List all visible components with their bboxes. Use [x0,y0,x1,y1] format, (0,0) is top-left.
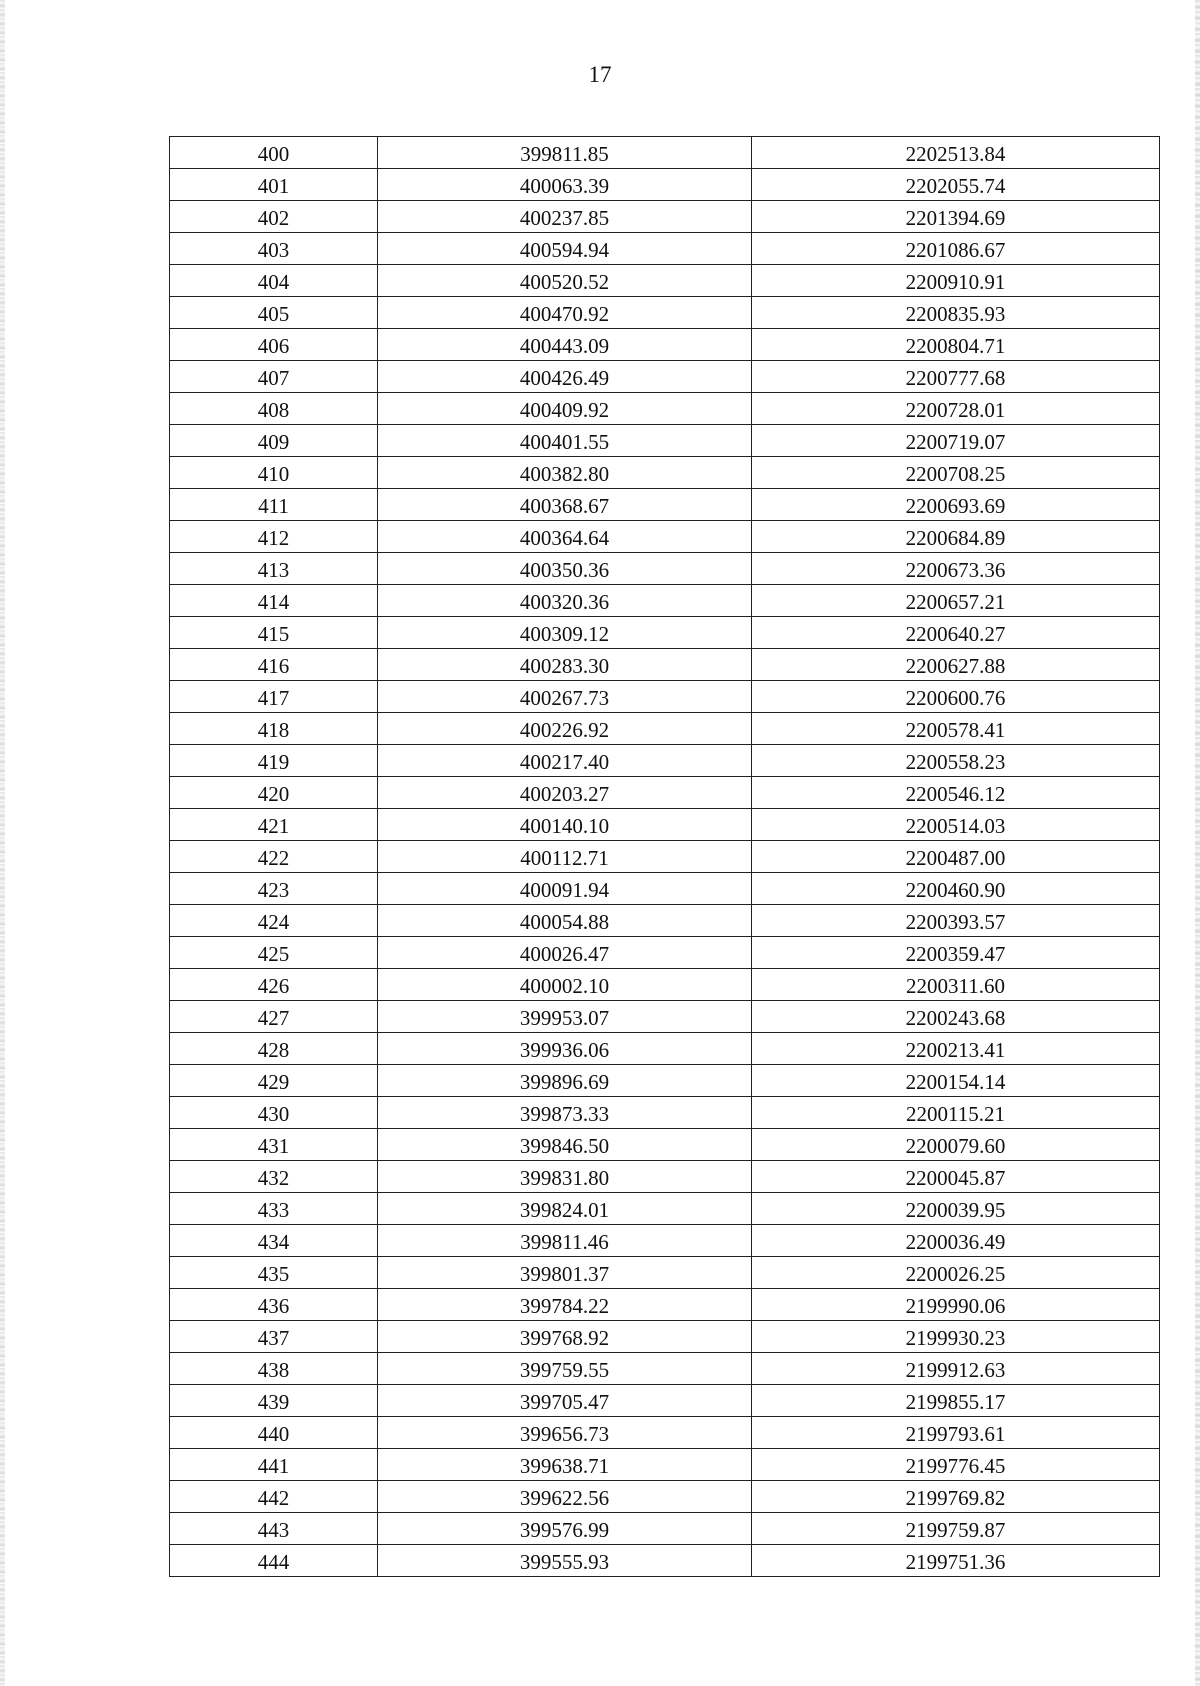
x-coordinate-cell: 400320.36 [378,585,752,617]
point-number-cell: 421 [170,809,378,841]
point-number-cell: 438 [170,1353,378,1385]
coordinate-table [169,136,1160,1577]
x-coordinate-cell: 399811.85 [378,137,752,169]
y-coordinate-cell: 2200213.41 [752,1033,1160,1065]
y-coordinate-cell: 2200243.68 [752,1001,1160,1033]
table-row [170,1225,1160,1257]
table-row [170,457,1160,489]
x-coordinate-cell: 400309.12 [378,617,752,649]
x-coordinate-cell: 400054.88 [378,905,752,937]
point-number-cell: 440 [170,1417,378,1449]
y-coordinate-cell: 2200036.49 [752,1225,1160,1257]
x-coordinate-cell: 400401.55 [378,425,752,457]
table-row [170,1129,1160,1161]
table-row [170,1161,1160,1193]
point-number-cell: 435 [170,1257,378,1289]
table-row [170,713,1160,745]
y-coordinate-cell: 2199793.61 [752,1417,1160,1449]
y-coordinate-cell: 2200460.90 [752,873,1160,905]
point-number-cell: 443 [170,1513,378,1545]
table-row [170,1385,1160,1417]
point-number-cell: 409 [170,425,378,457]
x-coordinate-cell: 399811.46 [378,1225,752,1257]
x-coordinate-cell: 400283.30 [378,649,752,681]
table-row [170,617,1160,649]
x-coordinate-cell: 400426.49 [378,361,752,393]
table-row [170,841,1160,873]
point-number-cell: 442 [170,1481,378,1513]
table-row [170,681,1160,713]
y-coordinate-cell: 2200045.87 [752,1161,1160,1193]
point-number-cell: 436 [170,1289,378,1321]
y-coordinate-cell: 2200026.25 [752,1257,1160,1289]
point-number-cell: 429 [170,1065,378,1097]
table-row [170,489,1160,521]
point-number-cell: 406 [170,329,378,361]
table-row [170,137,1160,169]
table-row [170,585,1160,617]
point-number-cell: 424 [170,905,378,937]
x-coordinate-cell: 400026.47 [378,937,752,969]
table-row [170,745,1160,777]
x-coordinate-cell: 399801.37 [378,1257,752,1289]
point-number-cell: 402 [170,201,378,233]
y-coordinate-cell: 2199930.23 [752,1321,1160,1353]
x-coordinate-cell: 399873.33 [378,1097,752,1129]
table-row [170,1289,1160,1321]
table-row [170,1353,1160,1385]
point-number-cell: 400 [170,137,378,169]
x-coordinate-cell: 400002.10 [378,969,752,1001]
x-coordinate-cell: 399953.07 [378,1001,752,1033]
table-row [170,649,1160,681]
table-row [170,361,1160,393]
x-coordinate-cell: 399846.50 [378,1129,752,1161]
x-coordinate-cell: 399555.93 [378,1545,752,1577]
x-coordinate-cell: 400203.27 [378,777,752,809]
y-coordinate-cell: 2201394.69 [752,201,1160,233]
y-coordinate-cell: 2200910.91 [752,265,1160,297]
y-coordinate-cell: 2200804.71 [752,329,1160,361]
table-row [170,1481,1160,1513]
table-row [170,553,1160,585]
y-coordinate-cell: 2200079.60 [752,1129,1160,1161]
point-number-cell: 426 [170,969,378,1001]
x-coordinate-cell: 400470.92 [378,297,752,329]
x-coordinate-cell: 399759.55 [378,1353,752,1385]
y-coordinate-cell: 2199776.45 [752,1449,1160,1481]
point-number-cell: 404 [170,265,378,297]
x-coordinate-cell: 400217.40 [378,745,752,777]
point-number-cell: 408 [170,393,378,425]
x-coordinate-cell: 400112.71 [378,841,752,873]
y-coordinate-cell: 2200728.01 [752,393,1160,425]
table-row [170,1065,1160,1097]
y-coordinate-cell: 2200693.69 [752,489,1160,521]
x-coordinate-cell: 399784.22 [378,1289,752,1321]
table-row [170,1193,1160,1225]
y-coordinate-cell: 2199990.06 [752,1289,1160,1321]
point-number-cell: 431 [170,1129,378,1161]
point-number-cell: 412 [170,521,378,553]
scan-edge-left [0,0,5,1686]
page-number: 17 [588,62,612,87]
table-row [170,777,1160,809]
point-number-cell: 422 [170,841,378,873]
table-row [170,1257,1160,1289]
table-row [170,233,1160,265]
point-number-cell: 420 [170,777,378,809]
y-coordinate-cell: 2199912.63 [752,1353,1160,1385]
y-coordinate-cell: 2199769.82 [752,1481,1160,1513]
x-coordinate-cell: 400140.10 [378,809,752,841]
table-row [170,329,1160,361]
x-coordinate-cell: 400409.92 [378,393,752,425]
table-row [170,937,1160,969]
x-coordinate-cell: 400594.94 [378,233,752,265]
y-coordinate-cell: 2200558.23 [752,745,1160,777]
point-number-cell: 428 [170,1033,378,1065]
table-row [170,1321,1160,1353]
table-row [170,873,1160,905]
x-coordinate-cell: 400063.39 [378,169,752,201]
x-coordinate-cell: 399622.56 [378,1481,752,1513]
point-number-cell: 419 [170,745,378,777]
table-body [170,137,1160,1577]
y-coordinate-cell: 2200487.00 [752,841,1160,873]
point-number-cell: 441 [170,1449,378,1481]
y-coordinate-cell: 2200835.93 [752,297,1160,329]
point-number-cell: 418 [170,713,378,745]
point-number-cell: 430 [170,1097,378,1129]
y-coordinate-cell: 2199759.87 [752,1513,1160,1545]
point-number-cell: 407 [170,361,378,393]
y-coordinate-cell: 2200684.89 [752,521,1160,553]
x-coordinate-cell: 400382.80 [378,457,752,489]
x-coordinate-cell: 399705.47 [378,1385,752,1417]
x-coordinate-cell: 400237.85 [378,201,752,233]
table-row [170,297,1160,329]
point-number-cell: 411 [170,489,378,521]
table-row [170,1545,1160,1577]
point-number-cell: 401 [170,169,378,201]
table-row [170,201,1160,233]
point-number-cell: 417 [170,681,378,713]
x-coordinate-cell: 399638.71 [378,1449,752,1481]
point-number-cell: 434 [170,1225,378,1257]
point-number-cell: 425 [170,937,378,969]
scan-edge-right [1195,0,1200,1686]
y-coordinate-cell: 2200673.36 [752,553,1160,585]
table-row [170,969,1160,1001]
coordinate-table-container [169,136,1159,1577]
y-coordinate-cell: 2200546.12 [752,777,1160,809]
x-coordinate-cell: 399656.73 [378,1417,752,1449]
point-number-cell: 437 [170,1321,378,1353]
table-row [170,1001,1160,1033]
y-coordinate-cell: 2202513.84 [752,137,1160,169]
table-row [170,1097,1160,1129]
table-row [170,1417,1160,1449]
point-number-cell: 414 [170,585,378,617]
x-coordinate-cell: 400443.09 [378,329,752,361]
point-number-cell: 410 [170,457,378,489]
table-row [170,809,1160,841]
y-coordinate-cell: 2200514.03 [752,809,1160,841]
table-row [170,1449,1160,1481]
y-coordinate-cell: 2200154.14 [752,1065,1160,1097]
x-coordinate-cell: 399824.01 [378,1193,752,1225]
table-row [170,1033,1160,1065]
table-row [170,1513,1160,1545]
y-coordinate-cell: 2200359.47 [752,937,1160,969]
point-number-cell: 427 [170,1001,378,1033]
y-coordinate-cell: 2200393.57 [752,905,1160,937]
x-coordinate-cell: 399768.92 [378,1321,752,1353]
y-coordinate-cell: 2202055.74 [752,169,1160,201]
table-row [170,265,1160,297]
point-number-cell: 416 [170,649,378,681]
point-number-cell: 444 [170,1545,378,1577]
point-number-cell: 423 [170,873,378,905]
y-coordinate-cell: 2200640.27 [752,617,1160,649]
x-coordinate-cell: 399831.80 [378,1161,752,1193]
y-coordinate-cell: 2200719.07 [752,425,1160,457]
x-coordinate-cell: 399896.69 [378,1065,752,1097]
point-number-cell: 433 [170,1193,378,1225]
x-coordinate-cell: 400520.52 [378,265,752,297]
y-coordinate-cell: 2200115.21 [752,1097,1160,1129]
y-coordinate-cell: 2200708.25 [752,457,1160,489]
x-coordinate-cell: 399576.99 [378,1513,752,1545]
x-coordinate-cell: 400091.94 [378,873,752,905]
x-coordinate-cell: 399936.06 [378,1033,752,1065]
table-row [170,521,1160,553]
x-coordinate-cell: 400350.36 [378,553,752,585]
x-coordinate-cell: 400368.67 [378,489,752,521]
table-row [170,393,1160,425]
y-coordinate-cell: 2200600.76 [752,681,1160,713]
point-number-cell: 405 [170,297,378,329]
y-coordinate-cell: 2200039.95 [752,1193,1160,1225]
y-coordinate-cell: 2201086.67 [752,233,1160,265]
x-coordinate-cell: 400226.92 [378,713,752,745]
y-coordinate-cell: 2200627.88 [752,649,1160,681]
y-coordinate-cell: 2200311.60 [752,969,1160,1001]
x-coordinate-cell: 400364.64 [378,521,752,553]
y-coordinate-cell: 2200657.21 [752,585,1160,617]
point-number-cell: 413 [170,553,378,585]
point-number-cell: 432 [170,1161,378,1193]
table-row [170,905,1160,937]
y-coordinate-cell: 2199855.17 [752,1385,1160,1417]
y-coordinate-cell: 2200777.68 [752,361,1160,393]
y-coordinate-cell: 2200578.41 [752,713,1160,745]
point-number-cell: 439 [170,1385,378,1417]
y-coordinate-cell: 2199751.36 [752,1545,1160,1577]
table-row [170,425,1160,457]
x-coordinate-cell: 400267.73 [378,681,752,713]
point-number-cell: 403 [170,233,378,265]
table-row [170,169,1160,201]
point-number-cell: 415 [170,617,378,649]
